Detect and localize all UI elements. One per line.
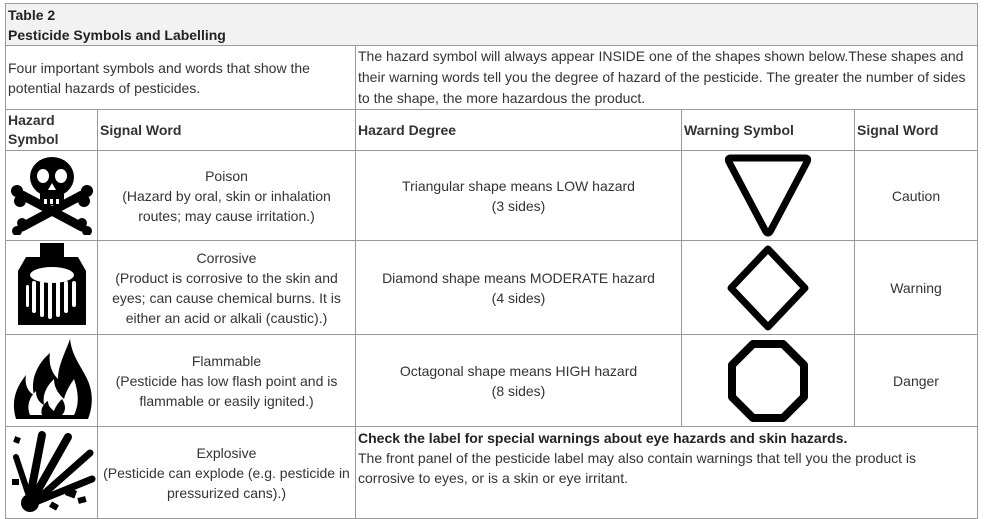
header-hazard-line2: Symbol (8, 131, 59, 147)
warning-symbol-cell (682, 241, 855, 335)
table-row (6, 151, 978, 241)
intro-right-text: The hazard symbol will always appear INSIDE one of the shapes shown below.These shapes and their warning words tell you the degree of hazard of the pesticide. The greater the number of sides to the shape, the more hazardous the product. (356, 46, 978, 110)
header-hazard-degree: Hazard Degree (356, 110, 682, 151)
hazard-name: Corrosive (196, 249, 257, 266)
note-title: Check the label for special warnings about eye hazards and skin hazards. (358, 430, 848, 446)
degree-line2: (8 sides) (491, 382, 546, 399)
title-row (6, 4, 978, 46)
title-cell (6, 4, 978, 46)
warning-symbol-cell (682, 151, 855, 241)
note-cell (356, 427, 978, 519)
pesticide-symbols-table (5, 3, 978, 519)
pesticide-table-container (5, 3, 977, 512)
intro-row (6, 46, 978, 110)
intro-left-text: Four important symbols and words that show the potential hazards of pesticides. (6, 46, 356, 110)
degree-line1: Triangular shape means LOW hazard (402, 177, 635, 194)
hazard-text-cell (98, 241, 356, 335)
hazard-description: (Pesticide has low flash point and is flammable or easily ignited.) (115, 372, 338, 409)
warning-symbol-cell (682, 335, 855, 427)
hazard-description: (Product is corrosive to the skin and eyes; can cause chemical burns. It is either an acid or alkali (caustic).) (112, 269, 341, 326)
header-signal-word-right: Signal Word (855, 110, 978, 151)
triangle-icon (682, 152, 855, 240)
explosion-icon (8, 427, 96, 513)
table-row (6, 335, 978, 427)
hazard-icon-cell (6, 241, 98, 335)
signal-word-cell: Caution (855, 151, 978, 241)
degree-line1: Diamond shape means MODERATE hazard (382, 269, 655, 286)
hazard-icon-cell (6, 151, 98, 241)
signal-word-cell: Danger (855, 335, 978, 427)
degree-text-cell (356, 241, 682, 335)
degree-text-cell (356, 335, 682, 427)
hazard-text-cell (98, 335, 356, 427)
header-signal-word (98, 110, 356, 151)
hazard-description: (Hazard by oral, skin or inhalation routes; may cause irritation.) (122, 187, 331, 224)
degree-line1: Octagonal shape means HIGH hazard (399, 362, 638, 379)
signal-word-cell: Warning (855, 241, 978, 335)
hazard-description: (Pesticide can explode (e.g. pesticide in pressurized cans).) (103, 464, 350, 501)
table-row (6, 241, 978, 335)
hazard-icon-cell (6, 335, 98, 427)
header-warning-symbol: Warning Symbol (682, 110, 855, 151)
header-row (6, 110, 978, 151)
hazard-text-cell (98, 427, 356, 519)
hazard-name: Poison (205, 167, 248, 184)
header-signal-word-label: Signal Word (100, 122, 182, 138)
degree-text-cell (356, 151, 682, 241)
header-hazard-line1: Hazard (8, 112, 55, 128)
hazard-text-cell (98, 151, 356, 241)
skull-crossbones-icon (8, 151, 96, 235)
hazard-icon-cell (6, 427, 98, 519)
flame-icon (8, 335, 96, 421)
header-hazard-symbol (6, 110, 98, 151)
octagon-icon (682, 337, 855, 425)
table-title: Pesticide Symbols and Labelling (8, 27, 226, 43)
table-number: Table 2 (8, 7, 56, 23)
degree-line2: (4 sides) (491, 289, 546, 306)
corrosive-icon (8, 241, 96, 329)
hazard-name: Flammable (191, 352, 262, 369)
diamond-icon (682, 243, 855, 333)
degree-line2: (3 sides) (491, 197, 546, 214)
hazard-name: Explosive (196, 444, 257, 461)
table-row (6, 427, 978, 519)
note-body: The front panel of the pesticide label may also contain warnings that tell you the product is corrosive to eyes, or is a skin or eye irritant. (358, 450, 916, 486)
